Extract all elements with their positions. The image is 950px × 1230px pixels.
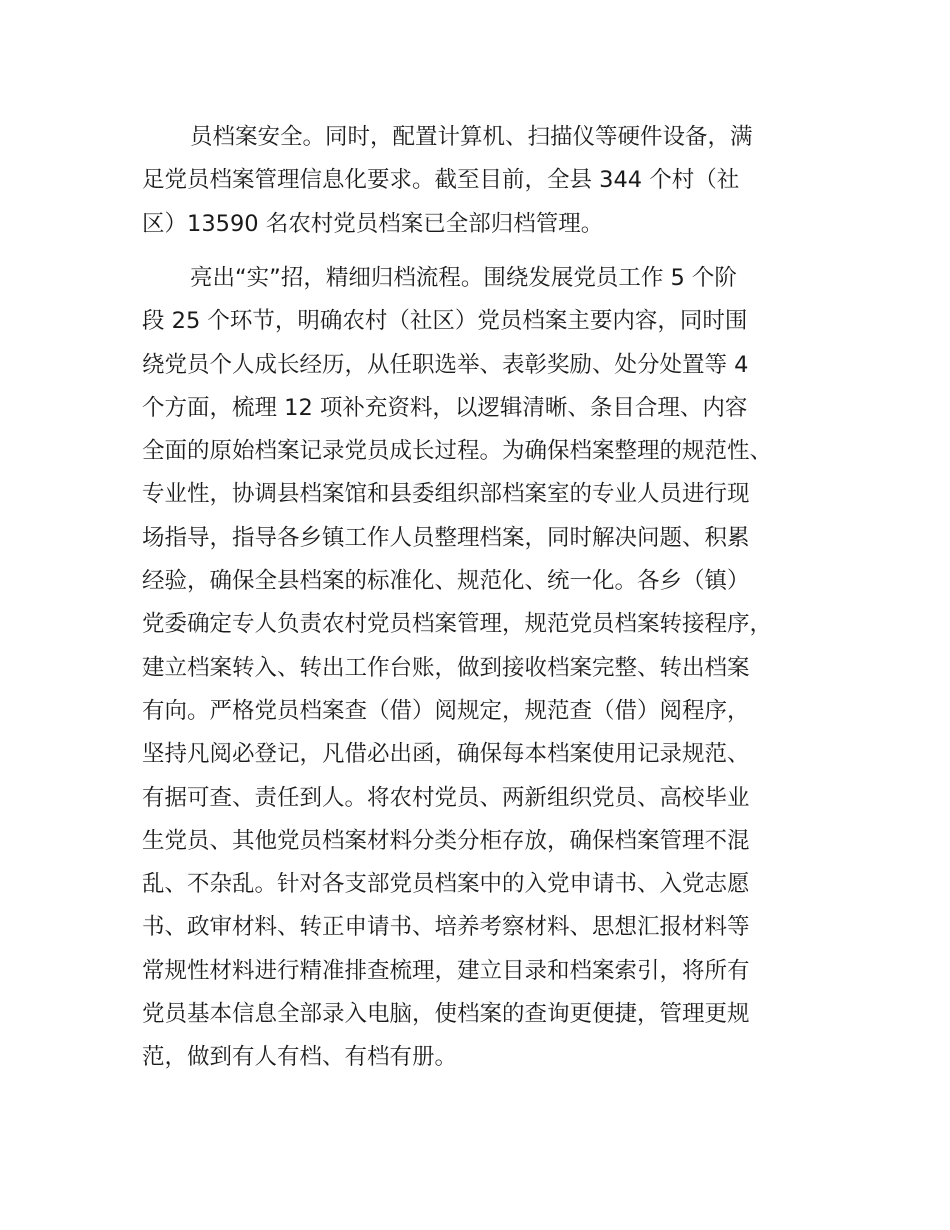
text-line: 有据可查、责任到人。将农村党员、两新组织党员、高校毕业: [142, 784, 750, 811]
text-line: 党员基本信息全部录入电脑，使档案的查询更便捷，管理更规: [142, 1001, 750, 1028]
text-line: 亮出“实”招，精细归档流程。围绕发展党员工作 5 个阶: [190, 265, 737, 291]
text-line: 有向。严格党员档案查（借）阅规定，规范查（借）阅程序，: [142, 697, 750, 724]
text-line: 党委确定专人负责农村党员档案管理，规范党员档案转接程序，: [142, 611, 773, 638]
paragraph-archive-process: [142, 257, 842, 1080]
text-line: 区）13590 名农村党员档案已全部归档管理。: [142, 210, 604, 237]
text-line: 书、政审材料、转正申请书、培养考察材料、思想汇报材料等: [142, 914, 750, 941]
text-line: 建立档案转入、转出工作台账，做到接收档案完整、转出档案: [142, 654, 750, 681]
text-line: 员档案安全。同时，配置计算机、扫描仪等硬件设备，满: [190, 124, 753, 150]
text-line: 常规性材料进行精准排查梳理，建立目录和档案索引，将所有: [142, 957, 750, 984]
text-line: 绕党员个人成长经历，从任职选举、表彰奖励、处分处置等 4: [142, 351, 749, 378]
text-line: 足党员档案管理信息化要求。截至目前，全县 344 个村（社: [142, 167, 740, 194]
text-line: 场指导，指导各乡镇工作人员整理档案，同时解决问题、积累: [142, 524, 750, 551]
text-line: 全面的原始档案记录党员成长过程。为确保档案整理的规范性、: [142, 438, 773, 465]
text-line: 乱、不杂乱。针对各支部党员档案中的入党申请书、入党志愿: [142, 871, 750, 898]
text-line: 坚持凡阅必登记，凡借必出函，确保每本档案使用记录规范、: [142, 741, 750, 768]
text-line: 段 25 个环节，明确农村（社区）党员档案主要内容，同时围: [142, 308, 748, 335]
text-line: 个方面，梳理 12 项补充资料，以逻辑清晰、条目合理、内容: [142, 394, 748, 421]
text-line: 生党员、其他党员档案材料分类分柜存放，确保档案管理不混: [142, 827, 750, 854]
text-line: 经验，确保全县档案的标准化、规范化、统一化。各乡（镇）: [142, 568, 750, 595]
text-line: 范，做到有人有档、有档有册。: [142, 1044, 458, 1071]
paragraph-archive-hardware: [142, 116, 842, 246]
text-line: 专业性，协调县档案馆和县委组织部档案室的专业人员进行现: [142, 481, 750, 508]
